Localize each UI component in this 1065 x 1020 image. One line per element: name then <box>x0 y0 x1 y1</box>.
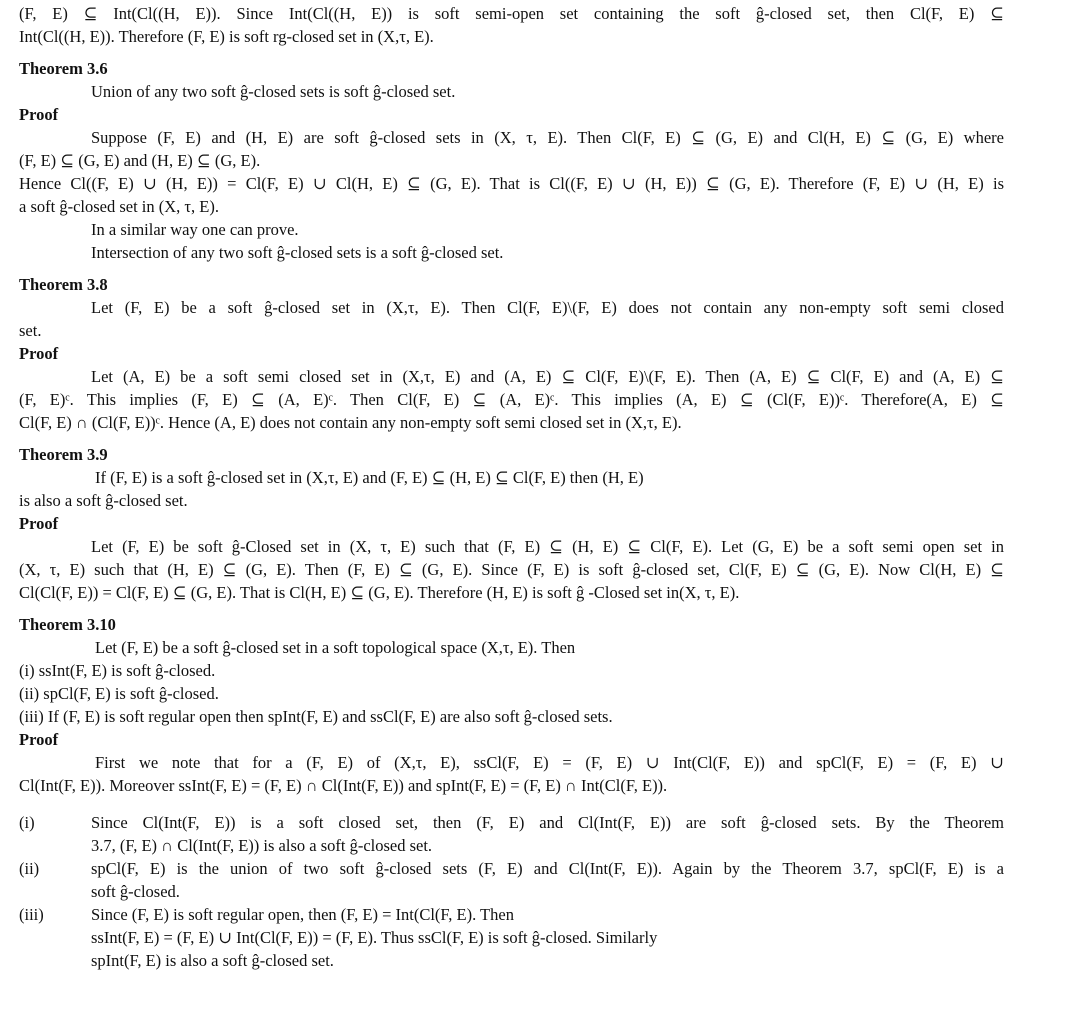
paragraph-line: (F, E) ⊆ Int(Cl((H, E)). Since Int(Cl((H, E)) is soft semi-open set containing the soft ĝ-closed set, then Cl(F, E) ⊆ <box>19 4 1004 23</box>
proof-item <box>19 811 1004 857</box>
theorem-statement: is also a soft ĝ-closed set. <box>19 491 188 510</box>
proof-line: Cl(F, E) ∩ (Cl(F, E))ᶜ. Hence (A, E) does not contain any non-empty soft semi closed set in (X,τ, E). <box>19 413 682 432</box>
proof-line: Intersection of any two soft ĝ-closed sets is a soft ĝ-closed set. <box>91 243 504 262</box>
item-line: Since Cl(Int(F, E)) is a soft closed set, then (F, E) and Cl(Int(F, E)) are soft ĝ-closed sets. By the Theorem <box>91 813 1004 832</box>
item-label: (i) <box>19 813 35 832</box>
proof-label: Proof <box>19 514 59 533</box>
theorem-statement: If (F, E) is a soft ĝ-closed set in (X,τ, E) and (F, E) ⊆ (H, E) ⊆ Cl(F, E) then (H, E) <box>95 468 644 487</box>
proof-item <box>19 903 1004 972</box>
item-line: spCl(F, E) is the union of two soft ĝ-closed sets (F, E) and Cl(Int(F, E)). Again by the Theorem 3.7, spCl(F, E) is a <box>91 859 1004 878</box>
item-label: (iii) <box>19 905 44 924</box>
proof-line: Suppose (F, E) and (H, E) are soft ĝ-closed sets in (X, τ, E). Then Cl(F, E) ⊆ (G, E) and Cl(H, E) ⊆ (G, E) where <box>91 128 1004 147</box>
theorem-item: (i) ssInt(F, E) is soft ĝ-closed. <box>19 661 216 680</box>
proof-label: Proof <box>19 730 59 749</box>
item-line: ssInt(F, E) = (F, E) ∪ Int(Cl(F, E)) = (F, E). Thus ssCl(F, E) is soft ĝ-closed. Similarly <box>91 928 658 947</box>
document-page <box>19 2 1004 972</box>
proof-line: Let (F, E) be soft ĝ-Closed set in (X, τ, E) such that (F, E) ⊆ (H, E) ⊆ Cl(F, E). Let (G, E) be a soft semi open set in <box>91 537 1004 556</box>
proof-line: Let (A, E) be a soft semi closed set in (X,τ, E) and (A, E) ⊆ Cl(F, E)\(F, E). Then (A, E) ⊆ Cl(F, E) and (A, E) ⊆ <box>91 367 1004 386</box>
theorem-heading: Theorem 3.6 <box>19 59 108 78</box>
spacer <box>19 797 1004 811</box>
theorem-statement: Let (F, E) be a soft ĝ-closed set in a soft topological space (X,τ, E). Then <box>95 638 576 657</box>
theorem-heading: Theorem 3.8 <box>19 275 108 294</box>
proof-line: Cl(Int(F, E)). Moreover ssInt(F, E) = (F, E) ∩ Cl(Int(F, E)) and spInt(F, E) = (F, E) ∩ Int(Cl(F, E)). <box>19 776 668 795</box>
proof-item <box>19 857 1004 903</box>
proof-line: First we note that for a (F, E) of (X,τ, E), ssCl(F, E) = (F, E) ∪ Int(Cl(F, E)) and spCl(F, E) = (F, E) ∪ <box>95 753 1004 772</box>
paragraph-line: Int(Cl((H, E)). Therefore (F, E) is soft rg-closed set in (X,τ, E). <box>19 27 434 46</box>
proof-line: (F, E)ᶜ. This implies (F, E) ⊆ (A, E)ᶜ. Then Cl(F, E) ⊆ (A, E)ᶜ. This implies (A, E) ⊆ (Cl(F, E))ᶜ. Therefore(A, E) ⊆ <box>19 390 1004 409</box>
proof-line: (F, E) ⊆ (G, E) and (H, E) ⊆ (G, E). <box>19 151 261 170</box>
theorem-statement: set. <box>19 321 42 340</box>
proof-line: Cl(Cl(F, E)) = Cl(F, E) ⊆ (G, E). That is Cl(H, E) ⊆ (G, E). Therefore (H, E) is soft ĝ -Closed set in(X, τ, E). <box>19 583 740 602</box>
item-line: spInt(F, E) is also a soft ĝ-closed set. <box>91 951 334 970</box>
item-line: soft ĝ-closed. <box>91 882 180 901</box>
proof-label: Proof <box>19 344 59 363</box>
theorem-item: (iii) If (F, E) is soft regular open then spInt(F, E) and ssCl(F, E) are also soft ĝ-closed sets. <box>19 707 613 726</box>
proof-line: a soft ĝ-closed set in (X, τ, E). <box>19 197 219 216</box>
theorem-statement: Union of any two soft ĝ-closed sets is soft ĝ-closed set. <box>91 82 456 101</box>
theorem-heading: Theorem 3.10 <box>19 615 116 634</box>
theorem-heading: Theorem 3.9 <box>19 445 108 464</box>
proof-line: In a similar way one can prove. <box>91 220 299 239</box>
proof-label: Proof <box>19 105 59 124</box>
item-line: Since (F, E) is soft regular open, then (F, E) = Int(Cl(F, E). Then <box>91 905 514 924</box>
item-label: (ii) <box>19 859 40 878</box>
item-line: 3.7, (F, E) ∩ Cl(Int(F, E)) is also a soft ĝ-closed set. <box>91 836 433 855</box>
theorem-statement: Let (F, E) be a soft ĝ-closed set in (X,τ, E). Then Cl(F, E)\(F, E) does not contain any non-empty soft semi closed <box>91 298 1004 317</box>
proof-line: Hence Cl((F, E) ∪ (H, E)) = Cl(F, E) ∪ Cl(H, E) ⊆ (G, E). That is Cl((F, E) ∪ (H, E)) ⊆ (G, E). Therefore (F, E) ∪ (H, E) is <box>19 174 1004 193</box>
theorem-item: (ii) spCl(F, E) is soft ĝ-closed. <box>19 684 219 703</box>
proof-line: (X, τ, E) such that (H, E) ⊆ (G, E). Then (F, E) ⊆ (G, E). Since (F, E) is soft ĝ-closed set, Cl(F, E) ⊆ (G, E). Now Cl(H, E) ⊆ <box>19 560 1004 579</box>
